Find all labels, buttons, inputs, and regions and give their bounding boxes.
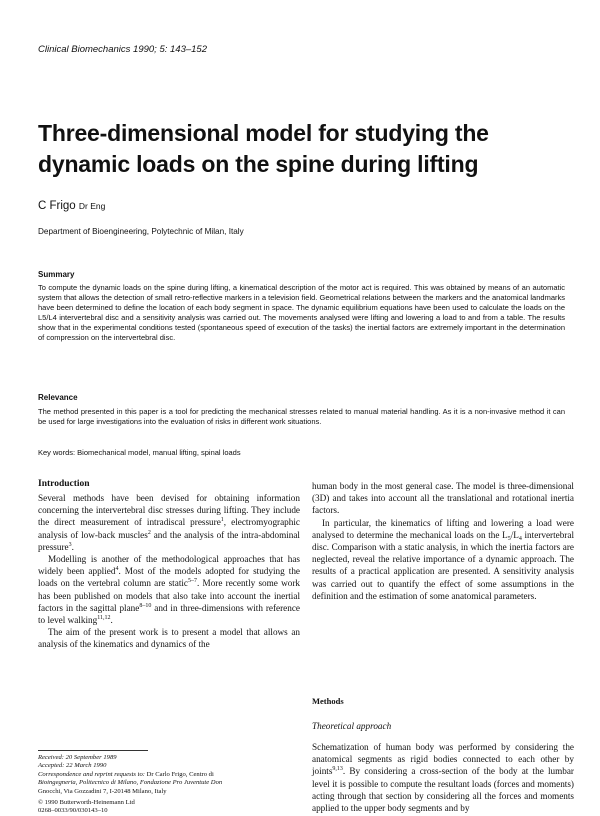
intro-paragraph-3: The aim of the present work is to present a model that allows an analysis of the kinematics and dynamics of the — [38, 627, 300, 650]
theoretical-approach-heading: Theoretical approach — [312, 721, 392, 731]
ref-mark: 2 — [147, 529, 151, 536]
journal-citation: Clinical Biomechanics 1990; 5: 143–152 — [38, 44, 207, 55]
ref-mark: 9,13 — [332, 766, 343, 773]
text-run: Schematization of human body was performed by considering the anatomical segments as rigid bodies connected to each other by joints — [312, 742, 574, 777]
text-run: intervertebral disc. Comparison with a static analysis, in which the inertia factors are neglected, reveal the relative importance of a dynamic approach. The results of a practical application are presented. A sensitivity analysis was carried out to quantify the effect of some assumptions in the definition and the estimation of some anatomical parameters. — [312, 529, 574, 601]
text-run: . Most of the models adopted for studying the loads on the vertebral column are static — [38, 566, 300, 589]
text-run: and in three-dimensions with reference to level walking — [38, 602, 300, 626]
accepted-date: Accepted: 22 March 1990 — [38, 762, 107, 770]
text-run: /L — [510, 529, 519, 540]
left-column — [38, 492, 300, 651]
issn: 0268–0033/90/030143–10 — [38, 807, 108, 815]
relevance-heading: Relevance — [38, 393, 78, 402]
text-run: and the analysis of the intra-abdominal pressure — [38, 529, 300, 552]
summary-text: To compute the dynamic loads on the spine during lifting, a kinematical description of the motor act is required. This was obtained by means of an automatic system that allows the detection of small retro-reflective markers in a television field. Geometrical relations between the markers and the anatomical landmarks have been determined to define the location of each body segment in space. The dynamic equilibrium equations have been used to calculate the loads on the L5/L4 intervertebral disc and a sensitivity analysis was carried out. The movements analysed were lifting and lowering a load to and from a table. The results show that in the experimental conditions tested (spontaneous speed of execution of the tasks) the inertial factors are extremely important in the determination of compression on the intervertebral disc. — [38, 283, 565, 343]
footnote — [38, 754, 300, 816]
intro-paragraph-1 — [38, 492, 300, 553]
footnote-rule — [38, 750, 148, 751]
methods-heading: Methods — [312, 696, 344, 706]
correspondence-line-3: Gnocchi, Via Gozzadini 7, I-20148 Milano, Italy — [38, 787, 167, 795]
text-run: . — [71, 541, 74, 552]
article-title: Three-dimensional model for studying the dynamic loads on the spine during lifting — [38, 120, 489, 177]
ref-mark: 5–7 — [188, 578, 197, 585]
introduction-heading: Introduction — [38, 479, 90, 489]
ref-mark: 11,12 — [97, 615, 111, 622]
summary-heading: Summary — [38, 270, 75, 279]
correspondence-label: Correspondence and reprint requests to: — [38, 770, 145, 778]
methods-paragraph-1 — [312, 741, 574, 814]
text-run: , electromyographic analysis of low-back muscles — [38, 517, 300, 540]
ref-mark: 3 — [68, 541, 72, 548]
ref-mark: 1 — [220, 517, 224, 524]
author-name: C Frigo — [38, 200, 76, 212]
author-line — [38, 200, 105, 212]
author-degree: Dr Eng — [78, 201, 106, 211]
subscript: 5 — [507, 535, 511, 542]
affiliation: Department of Bioengineering, Polytechnic of Milan, Italy — [38, 227, 244, 236]
received-date: Received: 20 September 1989 — [38, 754, 117, 761]
intro-paragraph-4 — [312, 517, 574, 602]
text-run: Several methods have been devised for obtaining information concerning the intervertebral disc stresses during lifting. They include the direct measurement of intradiscal pressure — [38, 493, 300, 528]
relevance-text: The method presented in this paper is a tool for predicting the mechanical stresses related to manual material handling. As it is a non-invasive method it can be used for large investigations into the evaluation of risks in different work situations. — [38, 407, 565, 427]
ref-mark: 8–10 — [139, 602, 152, 609]
text-run: In particular, the kinematics of lifting and lowering a load were analysed to determine the mechanical loads on the L — [312, 517, 574, 540]
right-column — [312, 480, 574, 602]
subscript: 4 — [518, 535, 522, 542]
text-run: . By considering a cross-section of the body at the lumbar level it is possible to compute the resultant loads (forces and moments) acting through that section by considering all the forces and moments applied to the upper body segments and by — [312, 766, 574, 814]
text-run: . More recently some work has been published on models that also take into account the inertial factors in the sagittal plane — [38, 578, 300, 613]
intro-paragraph-2 — [38, 553, 300, 626]
ref-mark: 4 — [115, 566, 119, 573]
text-run: . — [110, 615, 113, 626]
keywords: Key words: Biomechanical model, manual lifting, spinal loads — [38, 448, 241, 457]
intro-paragraph-3-continued: human body in the most general case. The model is three-dimensional (3D) and takes into account all the translational and rotational inertia factors. — [312, 481, 574, 516]
correspondence-line-1 — [38, 771, 300, 779]
correspondence-line-2: Bioingegneria, Politecnico di Milano, Fondazione Pro Juventute Don — [38, 779, 223, 787]
text-run: Modelling is another of the methodological approaches that has widely been applied — [38, 554, 300, 577]
copyright: © 1990 Butterworth-Heinemann Ltd — [38, 799, 135, 807]
text-run: Dr Carlo Frigo, Centro di — [144, 770, 214, 778]
